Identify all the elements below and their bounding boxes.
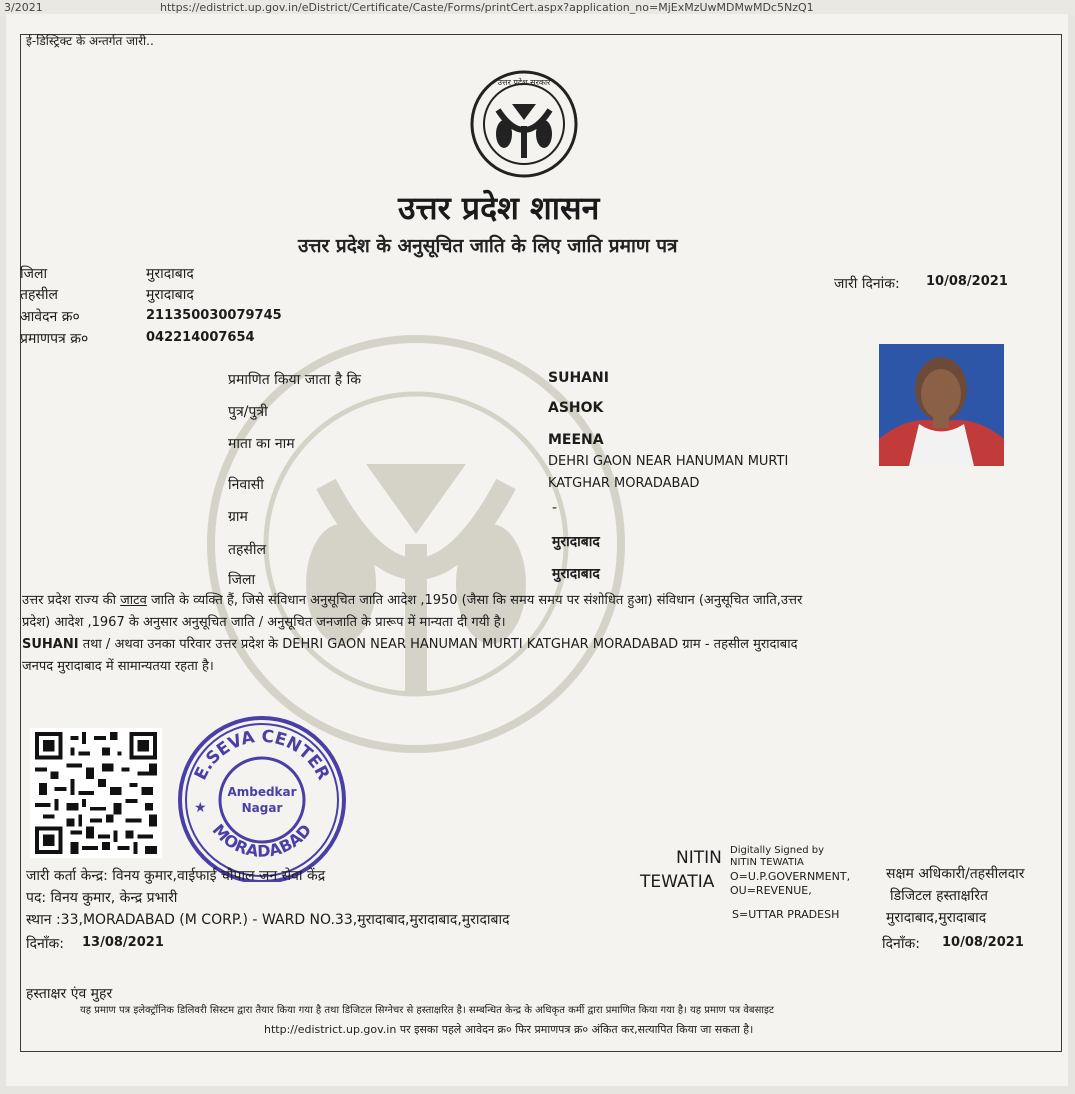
verification-qr-code [30,728,162,858]
issuer-date-value: 13/08/2021 [82,935,164,950]
tehsil-label: तहसील [20,287,58,303]
signer-name-line-2: TEWATIA [640,872,715,892]
signature-place: मुरादाबाद,मुरादाबाद [886,910,987,926]
applicant-name: SUHANI [548,370,609,386]
details-district-label: जिला [228,572,256,588]
issuer-post: पद: विनय कुमार, केन्द्र प्रभारी [26,890,178,906]
stamp-middle-2: Nagar [241,801,283,815]
resident-label: निवासी [228,477,264,493]
certified-label: प्रमाणित किया जाता है कि [228,372,362,388]
authority-title: सक्षम अधिकारी/तहसीलदार [886,866,1025,882]
e-seva-center-stamp [172,712,352,882]
father-name: ASHOK [548,400,604,416]
stamp-top-text: E.SEVA CENTER [190,726,334,784]
application-number: 211350030079745 [146,308,282,323]
paragraph-applicant-name: SUHANI [22,637,79,652]
top-note: ई-डिस्ट्रिक्ट के अन्तर्गत जारी.. [26,34,154,48]
district-value: मुरादाबाद [146,266,194,282]
certificate-number: 042214007654 [146,330,255,345]
issuer-place: स्थान :33,MORADABAD (M CORP.) - WARD NO.33,मुरादाबाद,मुरादाबाद,मुरादाबाद [26,912,510,928]
digital-sign-line-5: S=UTTAR PRADESH [732,908,840,921]
village-label: ग्राम [228,509,248,525]
certificate-label: प्रमाणपत्र क्र० [20,331,89,347]
paragraph-text: जाति के व्यक्ति हैं, जिसे संविधान अनुसूचित जाति आदेश ,1950 (जैसा कि समय समय पर संशोधित हुआ) संविधान (अनुसूचित जाति,उत्तर [146,593,803,608]
digital-sign-line-2: NITIN TEWATIA [730,857,804,868]
details-district-value: मुरादाबाद [552,566,600,582]
up-government-emblem-icon [468,70,580,178]
footer-note-line-2: http://edistrict.up.gov.in पर इसका पहले आवेदन क्र० फिर प्रमाणपत्र क्र० अंकित कर,सत्यापित किया जा सकता है। [264,1023,754,1036]
signature-date-label: दिनाँक: [882,936,920,952]
caste-paragraph-line-3 [22,634,798,656]
caste-paragraph-line-2: प्रदेश) आदेश ,1967 के अनुसार अनुसूचित जाति / अनुसूचित जनजाति के प्रारूप में मान्यता दी गयी है। [22,615,506,630]
application-label: आवेदन क्र० [20,309,80,325]
caste-paragraph-line-1 [22,590,802,612]
digital-sign-line-4: OU=REVENUE, [730,884,812,897]
issuer-date-label: दिनाँक: [26,936,64,952]
stamp-middle-1: Ambedkar [227,785,297,799]
district-label: जिला [20,266,48,282]
mother-name: MEENA [548,432,604,448]
digital-sign-line-1: Digitally Signed by [730,845,825,856]
address-line-1: DEHRI GAON NEAR HANUMAN MURTI [548,454,789,469]
address-line-2: KATGHAR MORADABAD [548,476,700,491]
issuing-center: जारी कर्ता केन्द्र: विनय कुमार,वाईफाई चौपाल जन सेवा केंद्र [26,868,326,884]
signature-seal-label: हस्ताक्षर एंव मुहर [26,986,113,1002]
mother-label: माता का नाम [228,436,295,452]
parent-label: पुत्र/पुत्री [228,404,268,420]
paragraph-text: उत्तर प्रदेश राज्य की [22,593,121,608]
page-title: उत्तर प्रदेश शासन [398,189,600,227]
details-tehsil-value: मुरादाबाद [552,534,600,550]
stamp-star-icon: ★ [194,800,207,816]
applicant-photo [879,344,1004,466]
print-date-fragment: 3/2021 [4,1,43,14]
details-tehsil-label: तहसील [228,542,266,558]
signature-date-value: 10/08/2021 [942,935,1024,950]
emblem-label: उत्तर प्रदेश सरकार [497,78,551,87]
certificate-subtitle: उत्तर प्रदेश के अनुसूचित जाति के लिए जाति प्रमाण पत्र [298,235,678,257]
tehsil-value: मुरादाबाद [146,287,194,303]
digitally-signed-label: डिजिटल हस्ताक्षरित [890,888,988,904]
issue-date-value: 10/08/2021 [926,274,1008,289]
paragraph-text: तथा / अथवा उनका परिवार उत्तर प्रदेश के [78,637,283,652]
paragraph-text: ग्राम - तहसील मुरादाबाद [678,637,798,652]
caste-paragraph-line-4: जनपद मुरादाबाद में सामान्यतया रहता है। [22,659,214,674]
certificate-paper [6,14,1068,1086]
digital-sign-line-3: O=U.P.GOVERNMENT, [730,870,851,883]
village-value: - [552,500,558,516]
paragraph-address: DEHRI GAON NEAR HANUMAN MURTI KATGHAR MORADABAD [282,637,679,652]
stamp-bottom-text: MORADABAD [208,820,316,861]
caste-name: जाटव [120,593,147,608]
footer-note-line-1: यह प्रमाण पत्र इलेक्ट्रॉनिक डिलिवरी सिस्टम द्वारा तैयार किया गया है तथा डिजिटल सिग्नेचर से हस्ताक्षरित है। सम्बन्धित केन्द्र के अधिकृत कर्मी द्वारा प्रमाणित किया गया है। यह प्रमाण पत्र वेबसाइट [80,1005,774,1016]
issue-date-label: जारी दिनांक: [834,276,900,292]
signer-name-line-1: NITIN [676,848,722,868]
print-url: https://edistrict.up.gov.in/eDistrict/Certificate/Caste/Forms/printCert.aspx?application_no=MjExMzUwMDMwMDc5NzQ1 [160,1,814,14]
